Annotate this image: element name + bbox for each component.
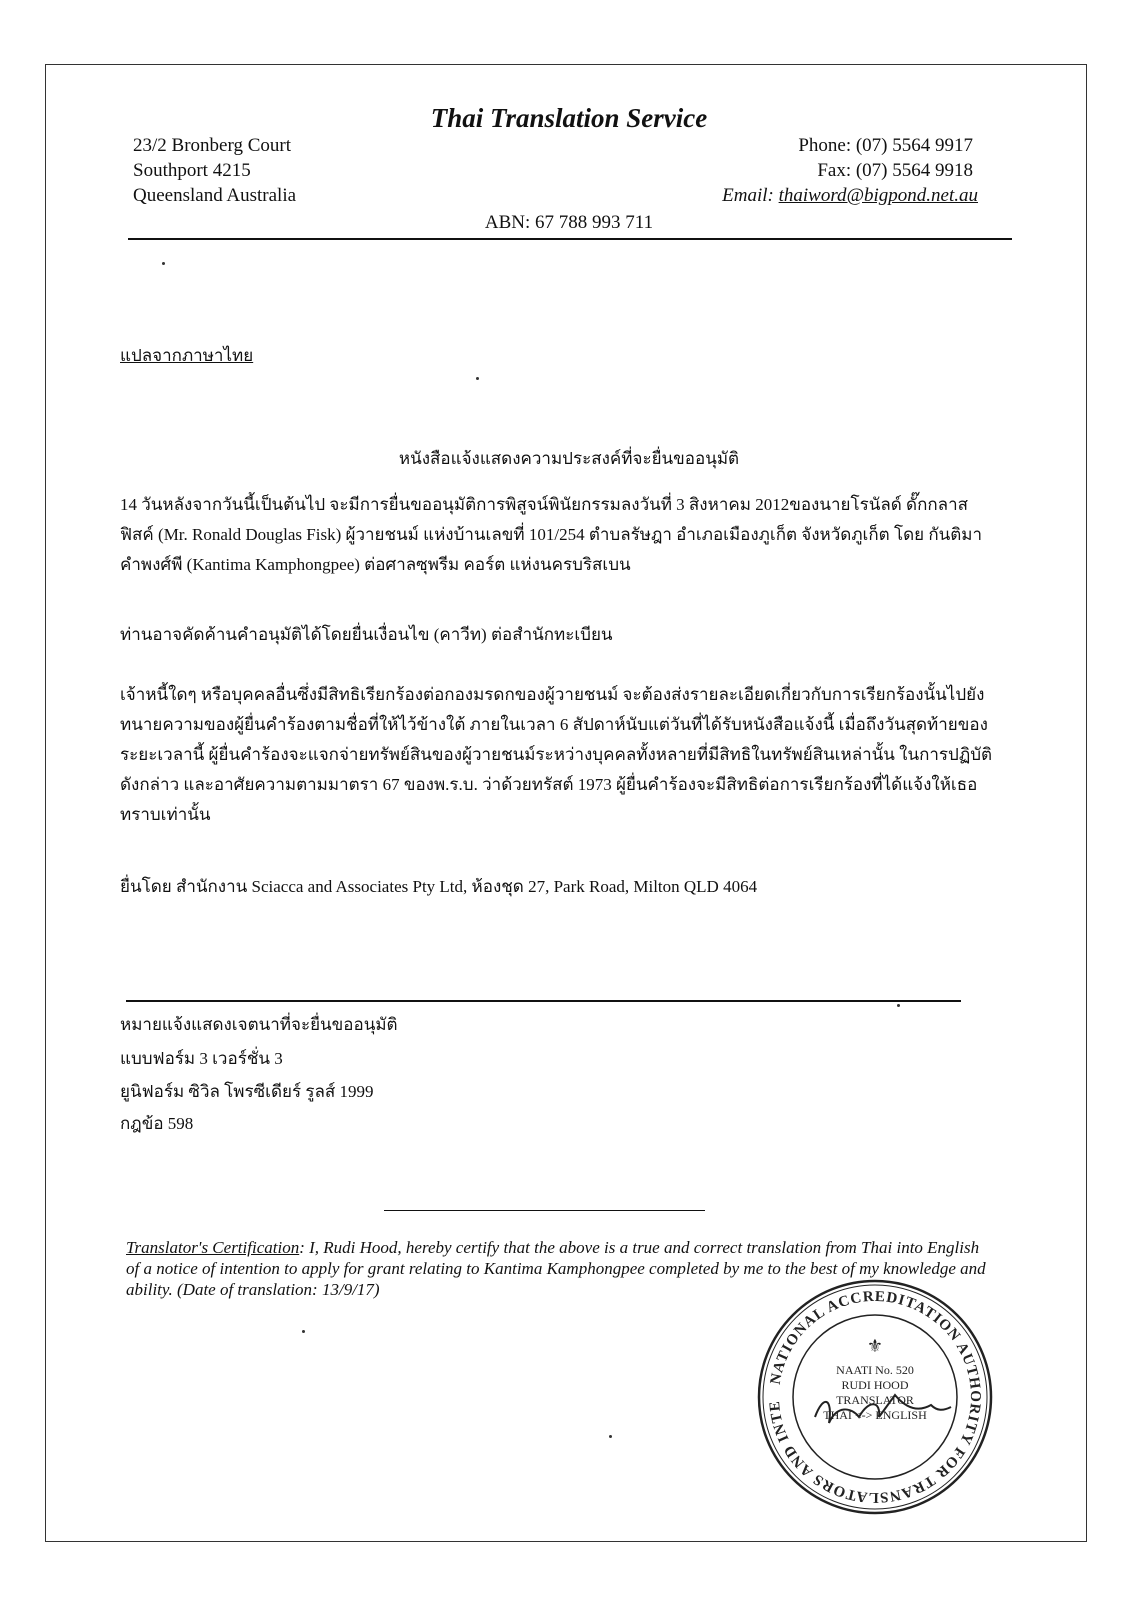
form-rule-number: กฎข้อ 598 — [120, 1114, 194, 1133]
paragraph-filed-by: ยื่นโดย สำนักงาน Sciacca and Associates Pty Ltd, ห้องชุด 27, Park Road, Milton QLD 4064 — [120, 877, 758, 896]
scan-speck — [302, 1330, 305, 1333]
address-line-1: 23/2 Bronberg Court — [133, 135, 291, 156]
seal-emblem-icon: ⚜ — [866, 1336, 884, 1356]
email-label: Email: — [722, 185, 774, 206]
address-line-2: Southport 4215 — [133, 160, 251, 181]
scan-speck — [162, 262, 165, 265]
section-divider — [126, 1000, 961, 1002]
seal-languages: THAI <-> ENGLISH — [823, 1408, 927, 1422]
certification-text: : I, Rudi Hood, hereby certify that the above is a true and correct translation from Thai into English of a notice of intention to apply for grant relating to Kantima Kamphongpee completed by me to the best of my knowledge and ability. (Date of translation: 13/9/17) — [126, 1238, 986, 1299]
form-title: หมายแจ้งแสดงเจตนาที่จะยื่นขออนุมัติ — [120, 1015, 398, 1034]
company-name: Thai Translation Service — [430, 103, 708, 133]
email-line — [722, 183, 978, 208]
translated-from-heading: แปลจากภาษาไทย — [120, 346, 254, 365]
notice-title: หนังสือแจ้งแสดงความประสงค์ที่จะยื่นขออนุมัติ — [398, 449, 740, 468]
certification-label: Translator's Certification — [126, 1238, 300, 1257]
form-version: แบบฟอร์ม 3 เวอร์ชั่น 3 — [120, 1049, 283, 1068]
abn-number: ABN: 67 788 993 711 — [484, 212, 654, 233]
paragraph-creditors: เจ้าหนี้ใดๆ หรือบุคคลอื่นซึ่งมีสิทธิเรียกร้องต่อกองมรดกของผู้วายชนม์ จะต้องส่งรายละเอียดเกี่ยวกับการเรียกร้องนั้นไปยัง ทนายความของผู้ยื่นคำร้องตามชื่อที่ให้ไว้ข้างใต้ ภายในเวลา 6 สัปดาห์นับแต่วันที่ได้รับหนังสือแจ้งนี้ เมื่อถึงวันสุดท้ายของ ระยะเวลานี้ ผู้ยื่นคำร้องจะแจกจ่ายทรัพย์สินของผู้วายชนม์ระหว่างบุคคลทั้งหลายที่มีสิทธิในทรัพย์สินเหล่านั้น ในการปฏิบัติ ดังกล่าว และอาศัยความตามมาตรา 67 ของพ.ร.บ. ว่าด้วยทรัสต์ 1973 ผู้ยื่นคำร้องจะมีสิทธิต่อการเรียกร้องที่ได้แจ้งให้เธอ ทราบเท่านั้น — [120, 685, 993, 824]
scan-speck — [476, 377, 479, 380]
seal-translator-name: RUDI HOOD — [841, 1378, 909, 1392]
form-rules: ยูนิฟอร์ม ซิวิล โพรซีเดียร์ รูลส์ 1999 — [120, 1082, 374, 1101]
seal-naati-number: NAATI No. 520 — [836, 1363, 914, 1377]
header-divider — [128, 238, 1012, 240]
seal-ring-text: NATIONAL ACCREDITATION AUTHORITY FOR TRANSLATORS AND INTE — [766, 1288, 984, 1506]
phone-number: Phone: (07) 5564 9917 — [798, 135, 973, 156]
fax-number: Fax: (07) 5564 9918 — [817, 160, 973, 181]
short-divider — [384, 1210, 705, 1211]
email-link[interactable]: thaiword@bigpond.net.au — [778, 185, 978, 206]
paragraph-caveat: ท่านอาจคัดค้านคำอนุมัติได้โดยยื่นเงื่อนไข (คาวีท) ต่อสำนักทะเบียน — [120, 625, 613, 644]
seal-role: TRANSLATOR — [836, 1393, 914, 1407]
scan-speck — [897, 1004, 900, 1007]
address-line-3: Queensland Australia — [133, 185, 297, 206]
paragraph-application: 14 วันหลังจากวันนี้เป็นต้นไป จะมีการยื่นขออนุมัติการพิสูจน์พินัยกรรมลงวันที่ 3 สิงหาคม 2012ของนายโรนัลด์ ดั๊กกลาส ฟิสค์ (Mr. Ronald Douglas Fisk) ผู้วายชนม์ แห่งบ้านเลขที่ 101/254 ตำบลรัษฎา อำเภอเมืองภูเก็ต จังหวัดภูเก็ต โดย กันติมา คำพงศ์พี (Kantima Kamphongpee) ต่อศาลซุพรีม คอร์ต แห่งนครบริสเบน — [120, 495, 983, 574]
naati-seal — [755, 1277, 995, 1517]
scan-speck — [609, 1435, 612, 1438]
